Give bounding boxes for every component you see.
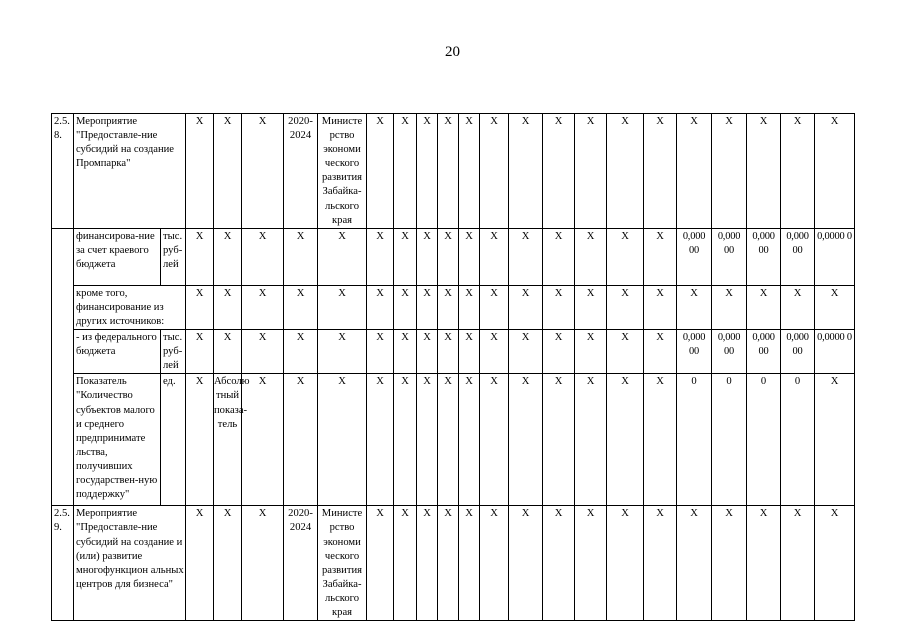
- table-cell: 0,000 00: [712, 228, 747, 285]
- table-cell: X: [367, 506, 394, 621]
- table-cell: X: [747, 285, 781, 329]
- table-cell: X: [214, 114, 242, 229]
- table-cell: 0: [712, 374, 747, 506]
- table-cell: X: [438, 330, 459, 374]
- table-cell: 0,000 00: [781, 228, 815, 285]
- table-cell: X: [543, 114, 575, 229]
- table-cell: X: [318, 228, 367, 285]
- page-number: 20: [445, 44, 460, 60]
- table-cell: финансирова-ние за счет краевого бюджета: [74, 228, 161, 285]
- table-cell: Министе рство экономи ческого развития Забайка-льского края: [318, 506, 367, 621]
- table-cell: X: [509, 374, 543, 506]
- table-cell: X: [214, 228, 242, 285]
- table-cell: X: [480, 506, 509, 621]
- table-cell: 0,000 00: [747, 330, 781, 374]
- table-cell: Мероприятие "Предоставле-ние субсидий на создание Промпарка": [74, 114, 186, 229]
- table-cell: Мероприятие "Предоставле-ние субсидий на создание и (или) развитие многофункцион альных центров для бизнеса": [74, 506, 186, 621]
- table-cell: X: [367, 114, 394, 229]
- table-cell: X: [242, 506, 284, 621]
- table-cell: X: [815, 374, 855, 506]
- table-cell: X: [459, 285, 480, 329]
- table-cell: [52, 228, 74, 506]
- table-cell: X: [543, 228, 575, 285]
- table-cell: X: [607, 285, 644, 329]
- table-cell: X: [747, 506, 781, 621]
- table-cell: тыс. руб-лей: [161, 330, 186, 374]
- table-cell: Абсолю тный показа-тель: [214, 374, 242, 506]
- table-cell: X: [417, 374, 438, 506]
- table-cell: X: [607, 228, 644, 285]
- table-cell: X: [509, 330, 543, 374]
- table-cell: X: [367, 228, 394, 285]
- table-cell: 0,0000 0: [815, 330, 855, 374]
- table-cell: X: [186, 285, 214, 329]
- table-cell: X: [186, 114, 214, 229]
- table-cell: X: [644, 285, 677, 329]
- table-cell: 0,0000 0: [815, 228, 855, 285]
- table-cell: X: [318, 330, 367, 374]
- table-cell: X: [394, 228, 417, 285]
- table-cell: X: [480, 228, 509, 285]
- table-cell: X: [781, 506, 815, 621]
- table-cell: X: [644, 228, 677, 285]
- table-row-2-5-9: [52, 506, 855, 621]
- table-cell: X: [186, 228, 214, 285]
- table-cell: X: [459, 228, 480, 285]
- table-cell: X: [459, 114, 480, 229]
- table-cell: X: [712, 114, 747, 229]
- table-cell: X: [214, 506, 242, 621]
- table-cell: X: [644, 374, 677, 506]
- table-cell: 0,000 00: [781, 330, 815, 374]
- table-cell: X: [575, 330, 607, 374]
- table-cell: X: [543, 374, 575, 506]
- table-cell: X: [438, 285, 459, 329]
- table-cell: X: [575, 114, 607, 229]
- table-cell: X: [607, 506, 644, 621]
- table-cell: X: [459, 506, 480, 621]
- table-cell: X: [438, 228, 459, 285]
- table-cell: X: [480, 330, 509, 374]
- table-cell: X: [186, 506, 214, 621]
- table-cell: X: [438, 114, 459, 229]
- table-cell: 2020- 2024: [284, 506, 318, 621]
- table-cell: 0: [677, 374, 712, 506]
- table-cell: X: [509, 506, 543, 621]
- table-cell: Показатель "Количество субъектов малого и среднего предпринимате льства, получивших государствен-ную поддержку": [74, 374, 161, 506]
- table-row-fin-fed: [52, 330, 855, 374]
- table-cell: X: [438, 374, 459, 506]
- table-cell: X: [575, 228, 607, 285]
- table-cell: X: [242, 114, 284, 229]
- table-cell: X: [575, 374, 607, 506]
- table-cell: X: [543, 506, 575, 621]
- table-cell: кроме того, финансирование из других источников:: [74, 285, 186, 329]
- table-cell: 2.5. 9.: [52, 506, 74, 621]
- table-cell: X: [394, 330, 417, 374]
- table-cell: X: [417, 114, 438, 229]
- table-cell: X: [394, 114, 417, 229]
- table-cell: X: [284, 285, 318, 329]
- table-cell: X: [677, 506, 712, 621]
- table-cell: Министе рство экономи ческого развития Забайка-льского края: [318, 114, 367, 229]
- table-cell: X: [284, 330, 318, 374]
- table-cell: 0,000 00: [747, 228, 781, 285]
- table-cell: 0,000 00: [712, 330, 747, 374]
- table-cell: 0,000 00: [677, 228, 712, 285]
- table-cell: X: [480, 374, 509, 506]
- table-cell: X: [712, 285, 747, 329]
- table-cell: X: [607, 374, 644, 506]
- table-cell: 0: [747, 374, 781, 506]
- table-row-indicator: [52, 374, 855, 506]
- table-cell: X: [284, 228, 318, 285]
- table-cell: X: [747, 114, 781, 229]
- table-cell: 2020- 2024: [284, 114, 318, 229]
- table-cell: X: [575, 506, 607, 621]
- table-cell: X: [394, 285, 417, 329]
- table-cell: X: [575, 285, 607, 329]
- table-cell: X: [815, 114, 855, 229]
- table-cell: X: [781, 285, 815, 329]
- table-cell: 0,000 00: [677, 330, 712, 374]
- table-cell: X: [607, 330, 644, 374]
- table-cell: X: [284, 374, 318, 506]
- table-cell: X: [242, 374, 284, 506]
- table-cell: X: [417, 506, 438, 621]
- table-cell: X: [543, 285, 575, 329]
- table-cell: X: [186, 330, 214, 374]
- table-cell: X: [644, 330, 677, 374]
- table-cell: X: [214, 285, 242, 329]
- table-cell: X: [459, 330, 480, 374]
- table-cell: X: [242, 228, 284, 285]
- table-cell: X: [214, 330, 242, 374]
- table-cell: X: [186, 374, 214, 506]
- table-cell: X: [318, 374, 367, 506]
- table-cell: X: [417, 228, 438, 285]
- program-table: [51, 113, 855, 621]
- table-cell: ед.: [161, 374, 186, 506]
- table-cell: X: [677, 285, 712, 329]
- table-cell: X: [367, 330, 394, 374]
- table-cell: X: [480, 114, 509, 229]
- table-cell: X: [394, 506, 417, 621]
- table-cell: X: [781, 114, 815, 229]
- table-cell: X: [712, 506, 747, 621]
- table-cell: X: [815, 506, 855, 621]
- table-cell: X: [509, 228, 543, 285]
- table-cell: - из федерального бюджета: [74, 330, 161, 374]
- table-cell: X: [509, 114, 543, 229]
- table-cell: X: [242, 285, 284, 329]
- table-cell: X: [509, 285, 543, 329]
- table-cell: X: [367, 374, 394, 506]
- table-cell: X: [417, 330, 438, 374]
- table-cell: X: [677, 114, 712, 229]
- table-row-other-sources: [52, 285, 855, 329]
- table-cell: X: [242, 330, 284, 374]
- table-cell: 0: [781, 374, 815, 506]
- table-cell: 2.5. 8.: [52, 114, 74, 229]
- table-cell: X: [417, 285, 438, 329]
- table-cell: X: [459, 374, 480, 506]
- table-cell: X: [607, 114, 644, 229]
- table-cell: X: [438, 506, 459, 621]
- table-row-2-5-8: [52, 114, 855, 229]
- table-cell: X: [318, 285, 367, 329]
- table-cell: X: [367, 285, 394, 329]
- table-cell: X: [480, 285, 509, 329]
- table-cell: X: [543, 330, 575, 374]
- table-cell: тыс. руб-лей: [161, 228, 186, 285]
- table-cell: X: [394, 374, 417, 506]
- table-row-fin-krai: [52, 228, 855, 285]
- table-cell: X: [644, 506, 677, 621]
- table-cell: X: [815, 285, 855, 329]
- table-cell: X: [644, 114, 677, 229]
